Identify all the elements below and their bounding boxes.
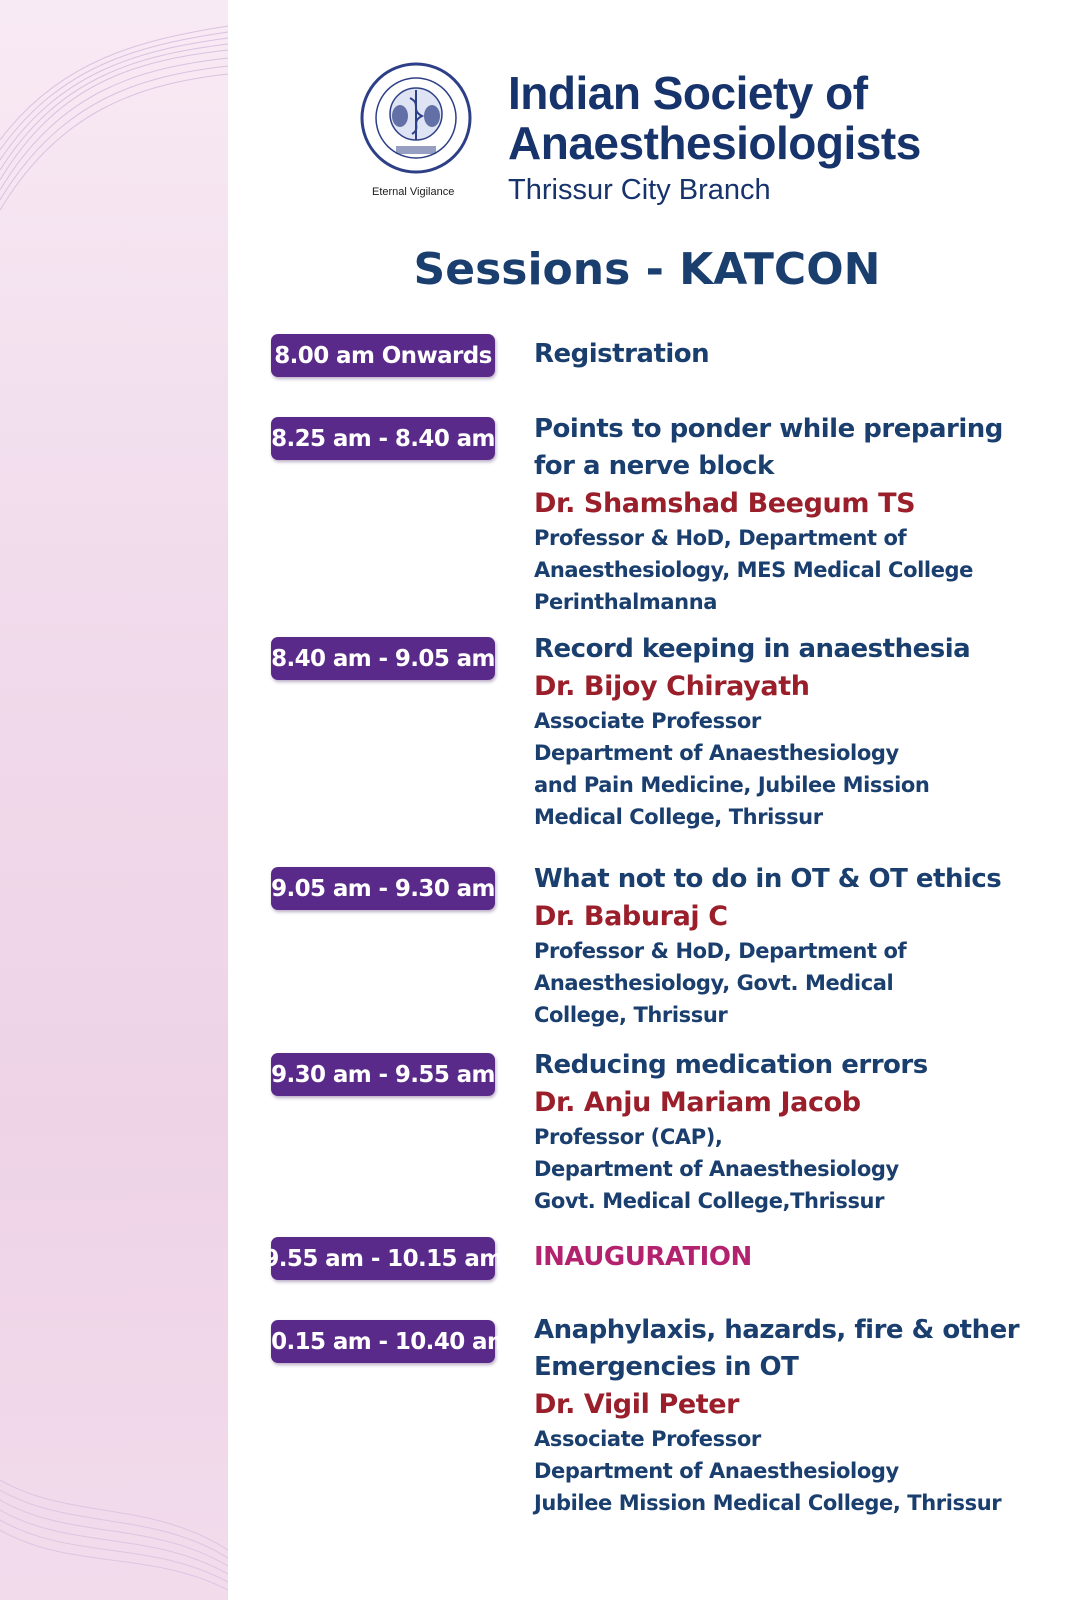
inauguration-label: INAUGURATION bbox=[534, 1242, 752, 1272]
session-speaker: Dr. Baburaj C bbox=[534, 901, 728, 932]
session-topic: Points to ponder while preparing for a nerve block bbox=[534, 414, 1003, 481]
session-details bbox=[534, 1312, 1034, 1519]
session-details bbox=[534, 1047, 1034, 1217]
session-topic: Record keeping in anaesthesia bbox=[534, 634, 971, 664]
org-header bbox=[360, 62, 1000, 222]
time-pill: 8.00 am Onwards bbox=[271, 334, 495, 377]
session-details bbox=[534, 861, 1034, 1031]
session-affiliation: Professor & HoD, Department of Anaesthesiology, MES Medical College Perinthalmanna bbox=[534, 526, 974, 614]
time-pill: 9.05 am - 9.30 am bbox=[271, 867, 495, 910]
org-name-line1: Indian Society of bbox=[508, 67, 868, 119]
session-details bbox=[534, 1239, 1034, 1276]
session-affiliation: Professor & HoD, Department of Anaesthesiology, Govt. Medical College, Thrissur bbox=[534, 939, 907, 1027]
session-affiliation: Associate Professor Department of Anaesthesiology and Pain Medicine, Jubilee Mission Medical College, Thrissur bbox=[534, 709, 930, 829]
time-pill: 8.40 am - 9.05 am bbox=[271, 637, 495, 680]
time-pill: 8.25 am - 8.40 am bbox=[271, 417, 495, 460]
session-speaker: Dr. Anju Mariam Jacob bbox=[534, 1087, 861, 1118]
org-name-line2: Anaesthesiologists bbox=[508, 117, 921, 169]
time-pill: 9.55 am - 10.15 am bbox=[271, 1237, 495, 1280]
session-topic: What not to do in OT & OT ethics bbox=[534, 864, 1002, 894]
session-speaker: Dr. Vigil Peter bbox=[534, 1389, 740, 1420]
session-details bbox=[534, 336, 1034, 373]
session-topic: Reducing medication errors bbox=[534, 1050, 928, 1080]
wave-lines-bottom-icon bbox=[0, 1440, 228, 1600]
session-details bbox=[534, 411, 1034, 618]
org-name bbox=[508, 68, 921, 168]
time-pill: 10.15 am - 10.40 am bbox=[271, 1320, 495, 1363]
session-speaker: Dr. Shamshad Beegum TS bbox=[534, 488, 916, 519]
session-topic: Registration bbox=[534, 339, 710, 369]
isa-seal-icon bbox=[360, 62, 472, 174]
session-topic: Anaphylaxis, hazards, fire & other Emergencies in OT bbox=[534, 1315, 1020, 1382]
wave-lines-top-icon bbox=[0, 20, 228, 280]
decorative-side-band bbox=[0, 0, 228, 1600]
session-affiliation: Associate Professor Department of Anaesthesiology Jubilee Mission Medical College, Thrissur bbox=[534, 1427, 1002, 1515]
session-details bbox=[534, 631, 1034, 833]
org-branch: Thrissur City Branch bbox=[508, 174, 771, 206]
time-pill: 9.30 am - 9.55 am bbox=[271, 1053, 495, 1096]
org-tagline: Eternal Vigilance bbox=[372, 186, 455, 198]
session-speaker: Dr. Bijoy Chirayath bbox=[534, 671, 810, 702]
session-affiliation: Professor (CAP), Department of Anaesthesiology Govt. Medical College,Thrissur bbox=[534, 1125, 899, 1213]
page-title: Sessions - KATCON bbox=[413, 244, 881, 295]
